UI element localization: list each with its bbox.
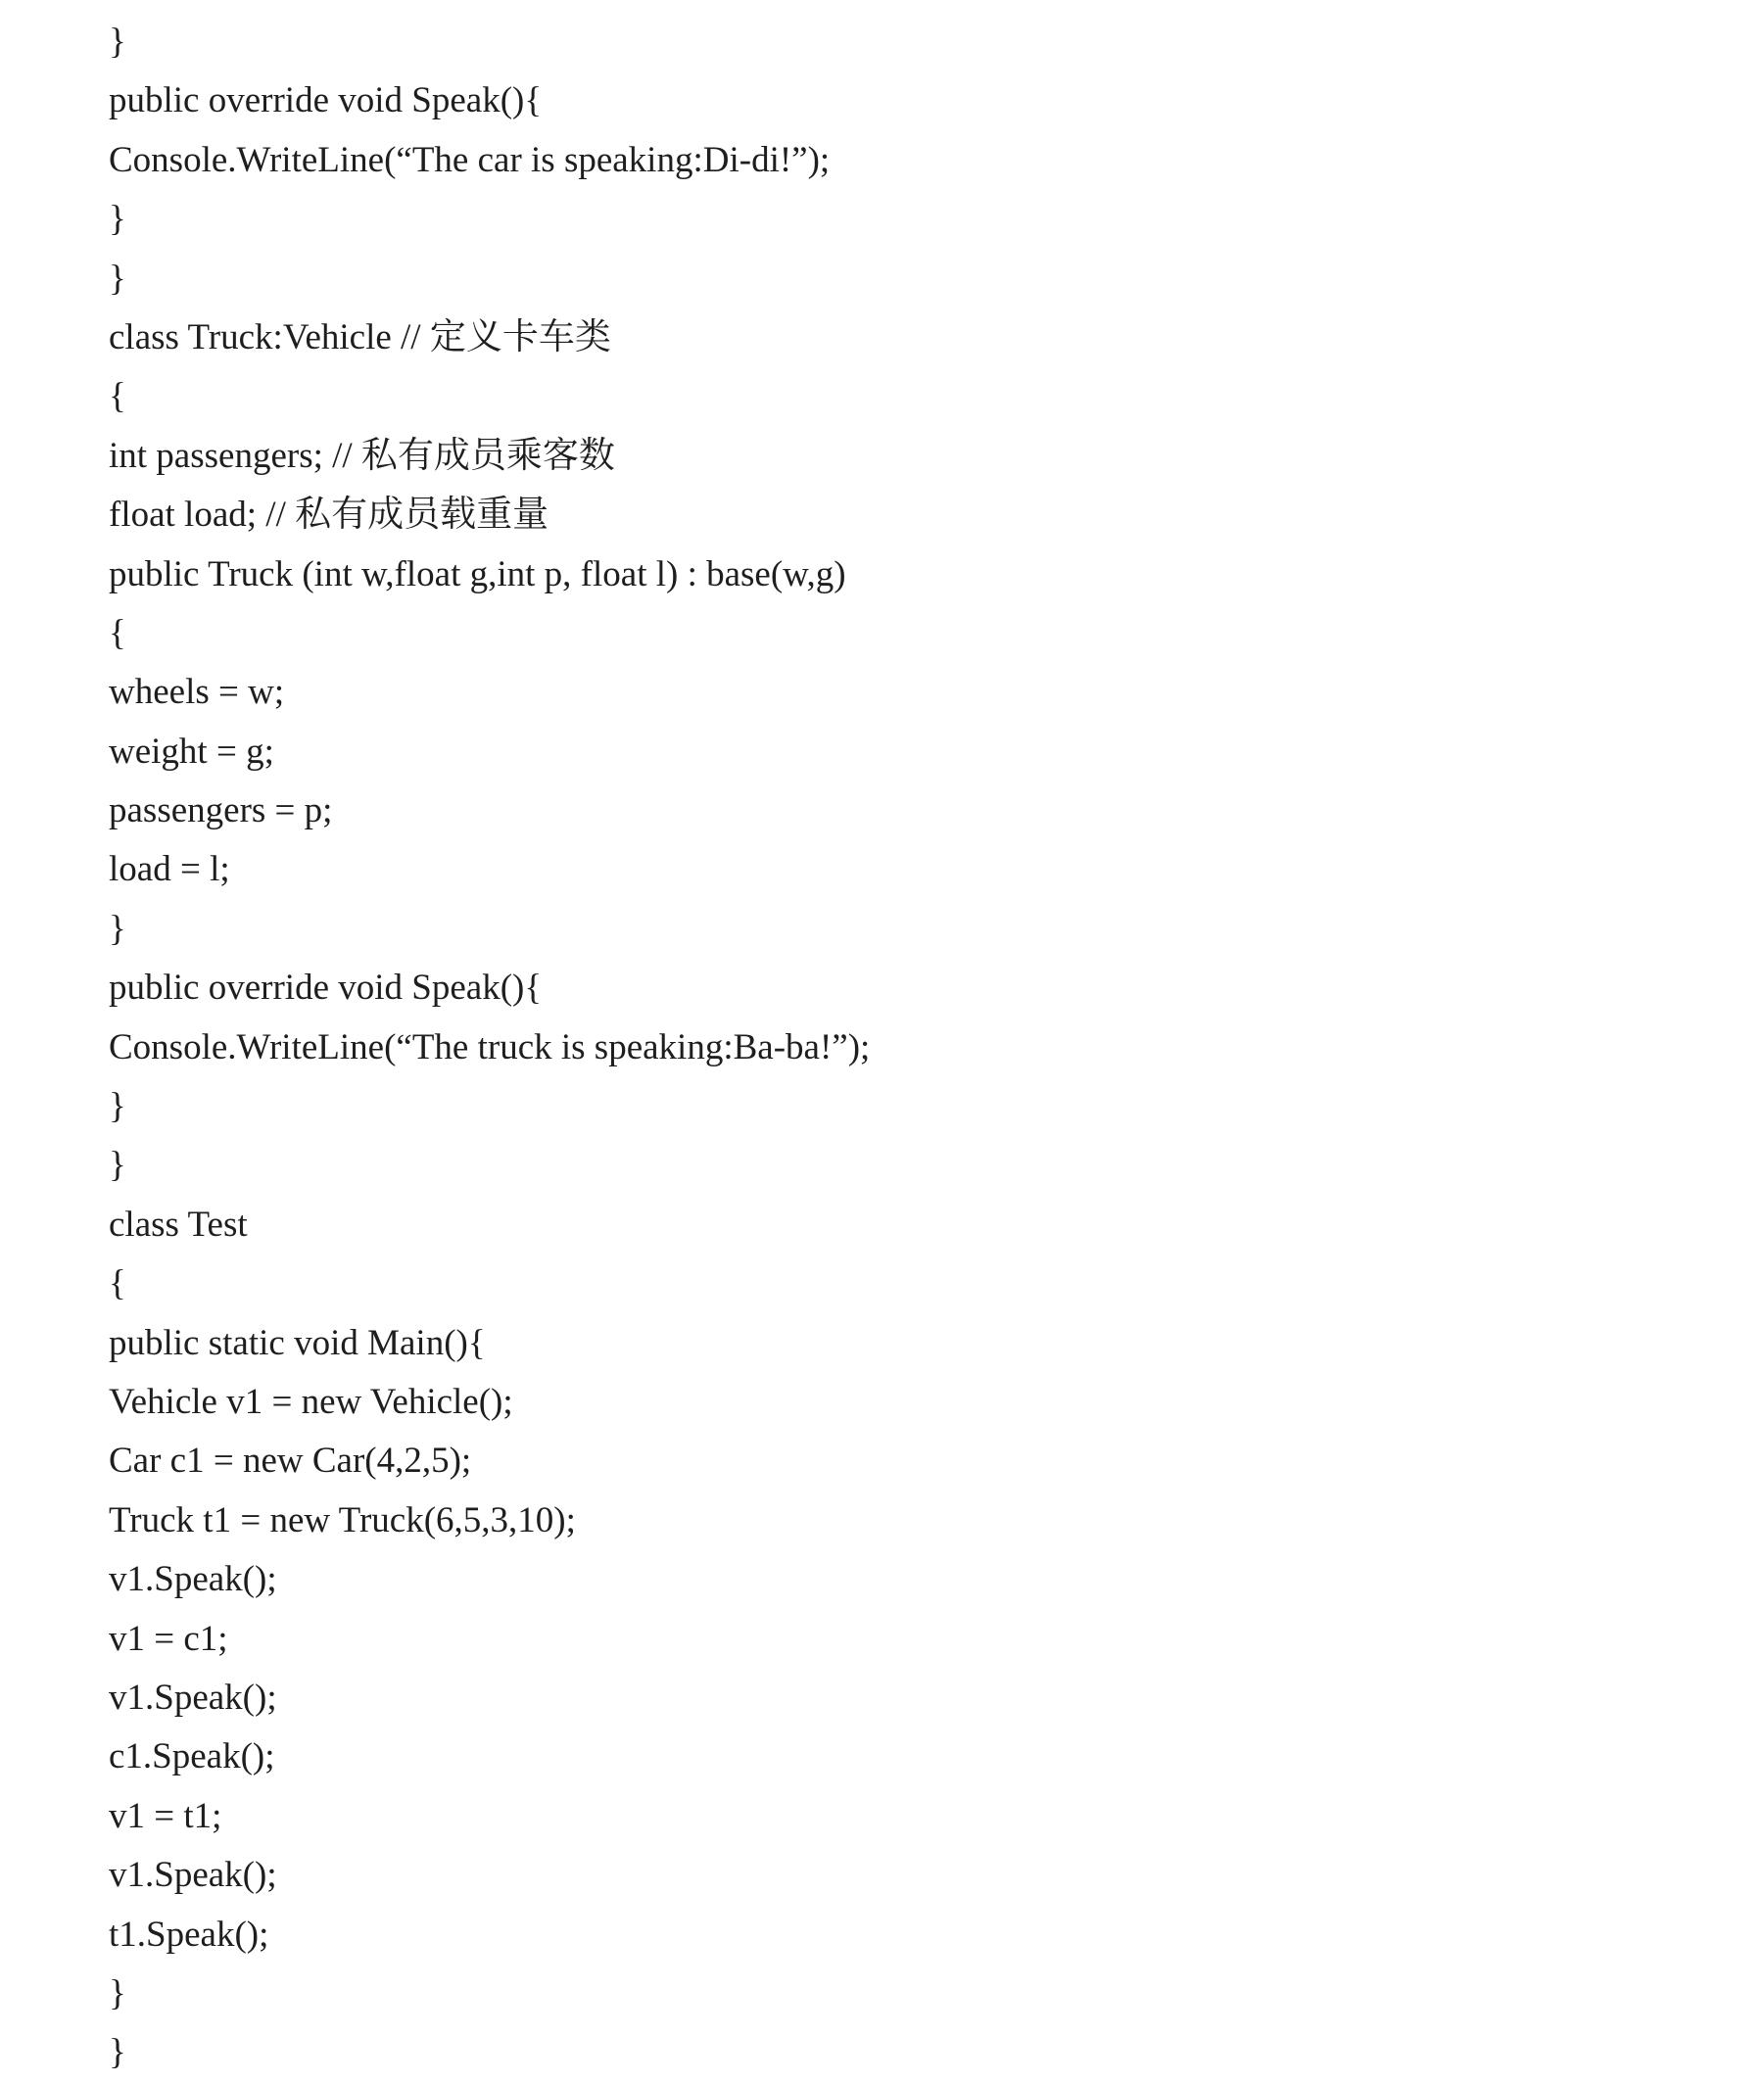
code-line-closing-brace: } — [109, 1086, 126, 1127]
code-line-load-assignment: load = l; — [109, 849, 230, 890]
code-line-car-speak-method: public override void Speak(){ — [109, 80, 543, 121]
code-line-opening-brace: { — [109, 1263, 126, 1304]
code-line-c1-speak-call: c1.Speak(); — [109, 1736, 275, 1777]
code-line-v1-assign-c1: v1 = c1; — [109, 1618, 228, 1659]
code-line-t1-speak-call: t1.Speak(); — [109, 1914, 269, 1955]
code-line-car-writeline: Console.WriteLine(“The car is speaking:Di-di!”); — [109, 139, 831, 180]
code-line-closing-brace: } — [109, 22, 126, 62]
code-line-v1-assign-t1: v1 = t1; — [109, 1795, 222, 1836]
code-line-v1-speak-call: v1.Speak(); — [109, 1855, 277, 1896]
code-line-passengers-field: int passengers; // 私有成员乘客数 — [109, 435, 615, 476]
code-line-truck-writeline: Console.WriteLine(“The truck is speaking:Ba-ba!”); — [109, 1026, 871, 1067]
code-line-closing-brace: } — [109, 258, 126, 299]
code-line-closing-brace: } — [109, 1972, 126, 2013]
code-line-closing-brace: } — [109, 908, 126, 949]
code-line-test-class-declaration: class Test — [109, 1204, 248, 1245]
code-line-car-instantiation: Car c1 = new Car(4,2,5); — [109, 1441, 472, 1482]
code-line-truck-speak-method: public override void Speak(){ — [109, 968, 543, 1009]
code-line-v1-speak-call: v1.Speak(); — [109, 1677, 277, 1718]
code-line-truck-constructor: public Truck (int w,float g,int p, float l) : base(w,g) — [109, 553, 846, 594]
code-line-wheels-assignment: wheels = w; — [109, 672, 285, 713]
code-line-main-method: public static void Main(){ — [109, 1322, 486, 1363]
code-line-truck-instantiation: Truck t1 = new Truck(6,5,3,10); — [109, 1499, 576, 1540]
code-line-weight-assignment: weight = g; — [109, 731, 274, 772]
code-line-opening-brace: { — [109, 376, 126, 417]
code-line-closing-brace: } — [109, 2032, 126, 2073]
code-line-passengers-assignment: passengers = p; — [109, 790, 333, 831]
code-line-load-field: float load; // 私有成员载重量 — [109, 495, 549, 536]
code-line-closing-brace: } — [109, 199, 126, 240]
code-line-v1-speak-call: v1.Speak(); — [109, 1559, 277, 1600]
code-listing — [109, 13, 870, 2083]
code-line-closing-brace: } — [109, 1145, 126, 1186]
code-line-vehicle-instantiation: Vehicle v1 = new Vehicle(); — [109, 1381, 513, 1422]
code-line-opening-brace: { — [109, 612, 126, 653]
code-line-truck-class-declaration: class Truck:Vehicle // 定义卡车类 — [109, 316, 611, 357]
